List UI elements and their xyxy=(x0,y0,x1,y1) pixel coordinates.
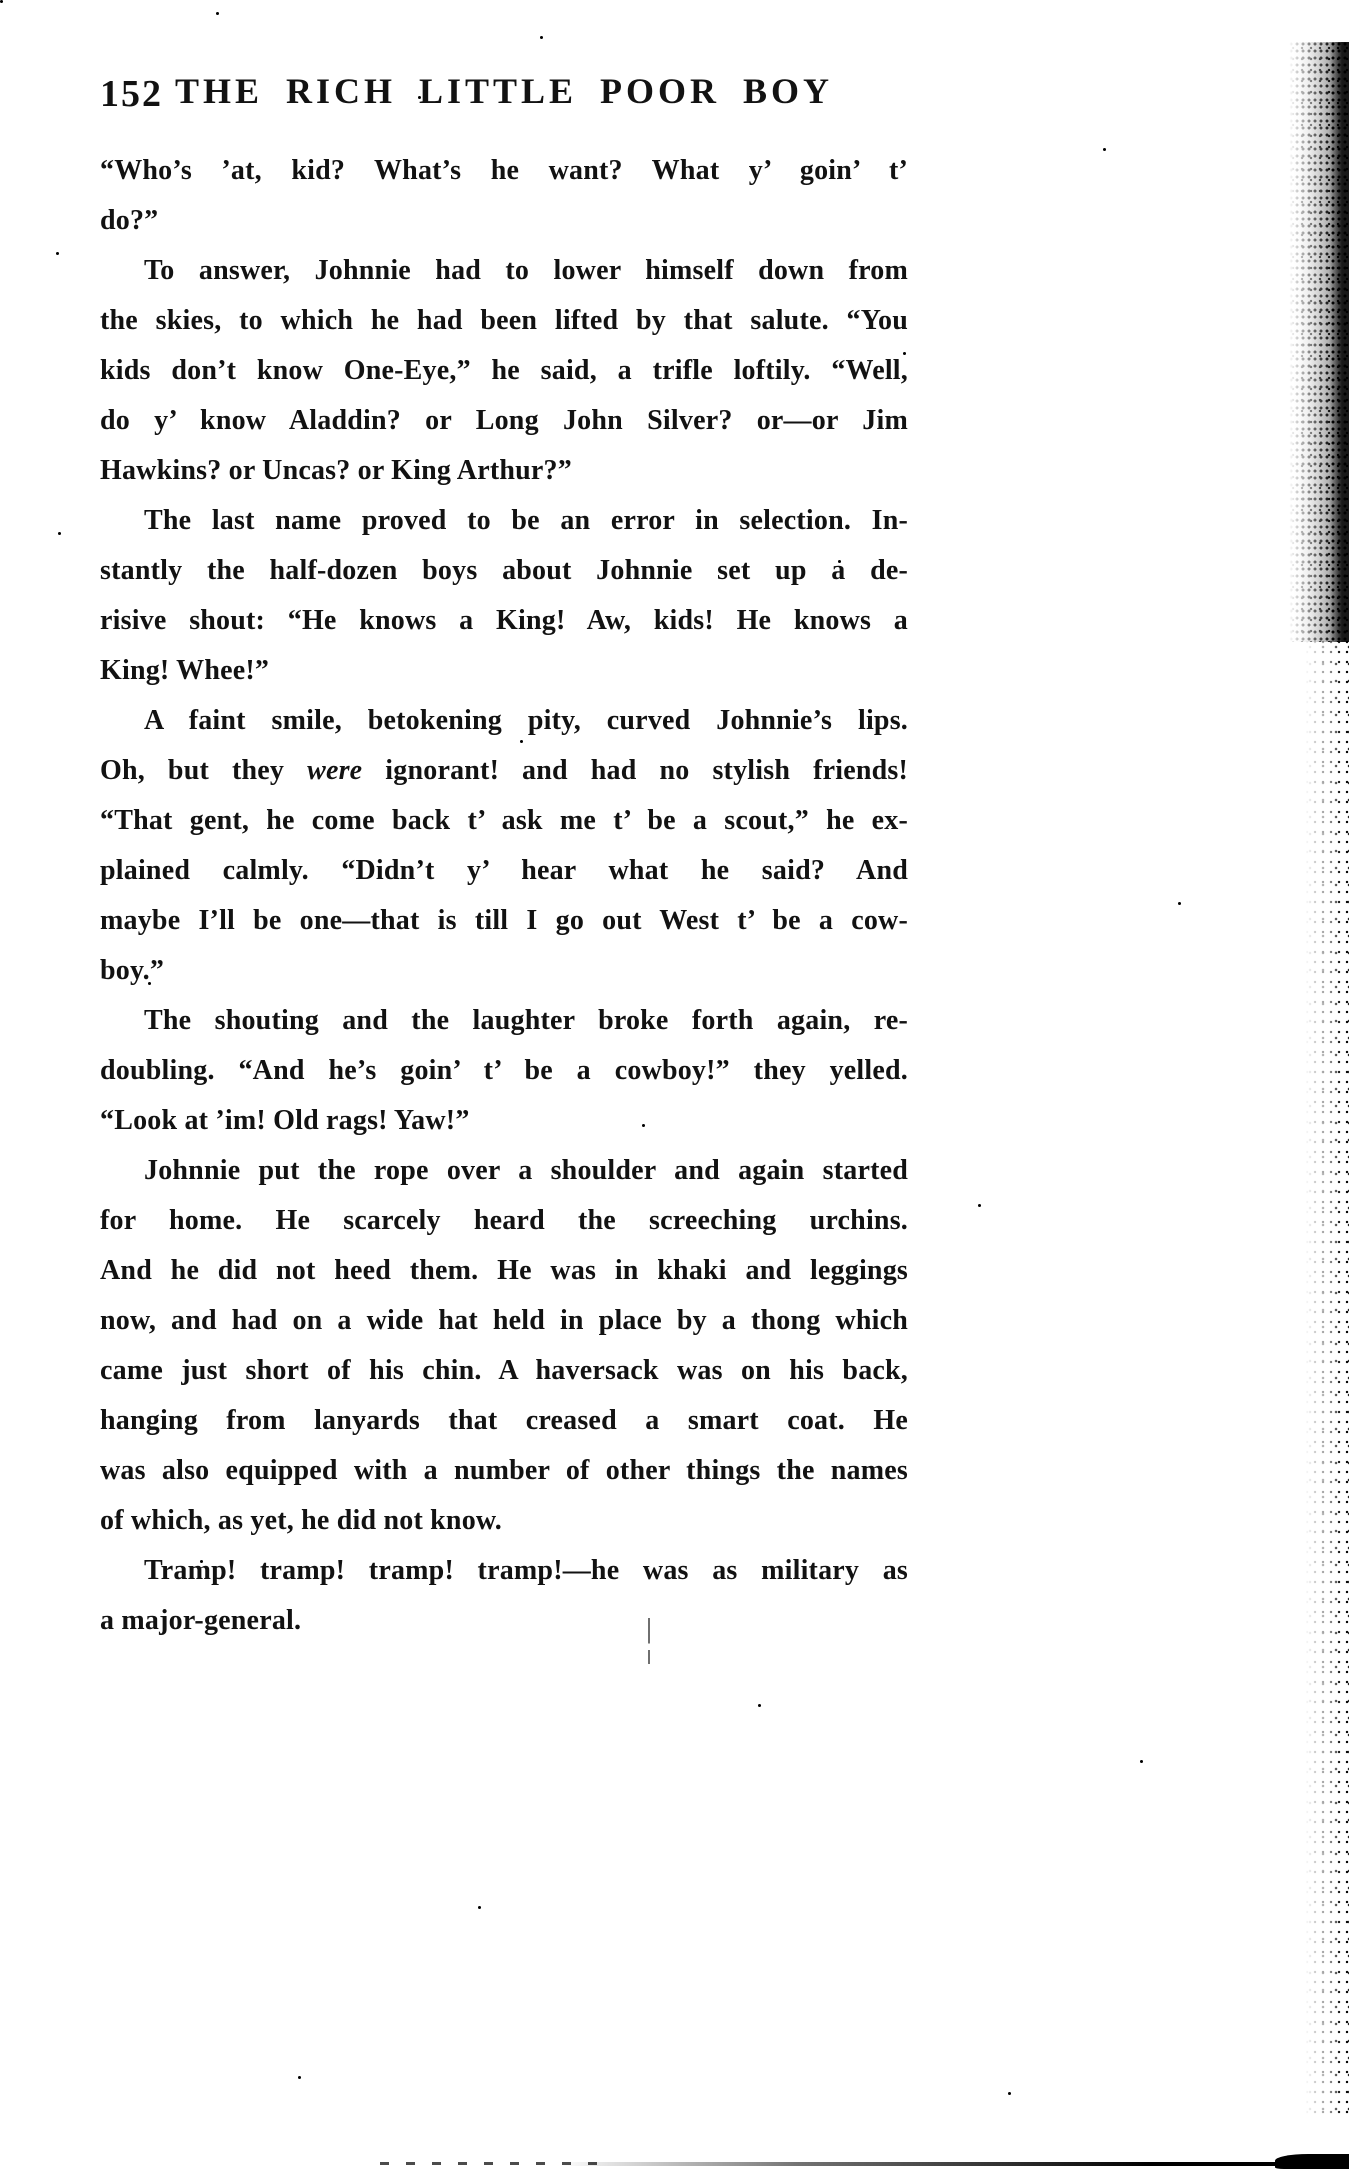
text-segment: Oh, but they xyxy=(100,755,308,786)
text-line: “That gent, he come back t’ ask me t’ be a scout,” he ex- xyxy=(100,805,908,836)
text-line-with-italic xyxy=(100,746,908,796)
text-line: hanging from lanyards that creased a smart coat. He xyxy=(100,1405,908,1436)
text-line: the skies, to which he had been lifted by that salute. “You xyxy=(100,305,908,336)
text-line: The last name proved to be an error in selection. In- xyxy=(144,505,908,536)
text-line: risive shout: “He knows a King! Aw, kids! He knows a xyxy=(100,605,908,636)
text-line: stantly the half-dozen boys about Johnnie set up a de- xyxy=(100,555,908,586)
page-header xyxy=(100,70,908,118)
scan-noise-right-edge xyxy=(1305,640,1349,2120)
text-line: came just short of his chin. A haversack was on his back, xyxy=(100,1355,908,1386)
italic-word: were xyxy=(307,755,363,786)
page-number: 152 xyxy=(100,73,163,115)
text-line: King! Whee!” xyxy=(100,655,270,686)
text-line: do?” xyxy=(100,205,159,236)
text-line: kids don’t know One-Eye,” he said, a trifle loftily. “Well, xyxy=(100,355,908,386)
text-line: for home. He scarcely heard the screeching urchins. xyxy=(100,1205,908,1236)
text-line: a major-general. xyxy=(100,1605,302,1636)
text-segment: ignorant! and had no stylish friends! xyxy=(362,755,908,786)
text-line: Tramp! tramp! tramp! tramp!—he was as military as xyxy=(144,1555,908,1586)
text-line: boy.” xyxy=(100,955,165,986)
text-line: And he did not heed them. He was in khaki and leggings xyxy=(100,1255,908,1286)
text-line: Johnnie put the rope over a shoulder and again started xyxy=(144,1155,908,1186)
text-line: was also equipped with a number of other things the names xyxy=(100,1455,908,1486)
text-line: do y’ know Aladdin? or Long John Silver? or—or Jim xyxy=(100,405,908,436)
text-line: plained calmly. “Didn’t y’ hear what he said? And xyxy=(100,855,908,886)
text-line: A faint smile, betokening pity, curved Johnnie’s lips. xyxy=(144,705,908,736)
text-line: “Who’s ’at, kid? What’s he want? What y’ goin’ t’ xyxy=(100,155,908,186)
text-line: The shouting and the laughter broke forth again, re- xyxy=(144,1005,908,1036)
scan-stray-mark xyxy=(648,1618,650,1664)
text-line: now, and had on a wide hat held in place by a thong which xyxy=(100,1305,908,1336)
text-line: “Look at ’im! Old rags! Yaw!” xyxy=(100,1105,470,1136)
page-text xyxy=(100,146,908,1646)
running-title: THE RICH LITTLE POOR BOY xyxy=(174,71,834,111)
scan-specks xyxy=(0,0,3,3)
text-line: doubling. “And he’s goin’ t’ be a cowboy!” they yelled. xyxy=(100,1055,908,1086)
text-line: To answer, Johnnie had to lower himself down from xyxy=(144,255,908,286)
text-line: of which, as yet, he did not know. xyxy=(100,1505,502,1536)
text-line: Hawkins? or Uncas? or King Arthur?” xyxy=(100,455,572,486)
scan-bottom-line xyxy=(560,2162,1349,2166)
scan-corner-blob xyxy=(1275,2154,1349,2169)
scan-noise-top-right xyxy=(1289,42,1349,642)
text-line: maybe I’ll be one—that is till I go out West t’ be a cow- xyxy=(100,905,908,936)
